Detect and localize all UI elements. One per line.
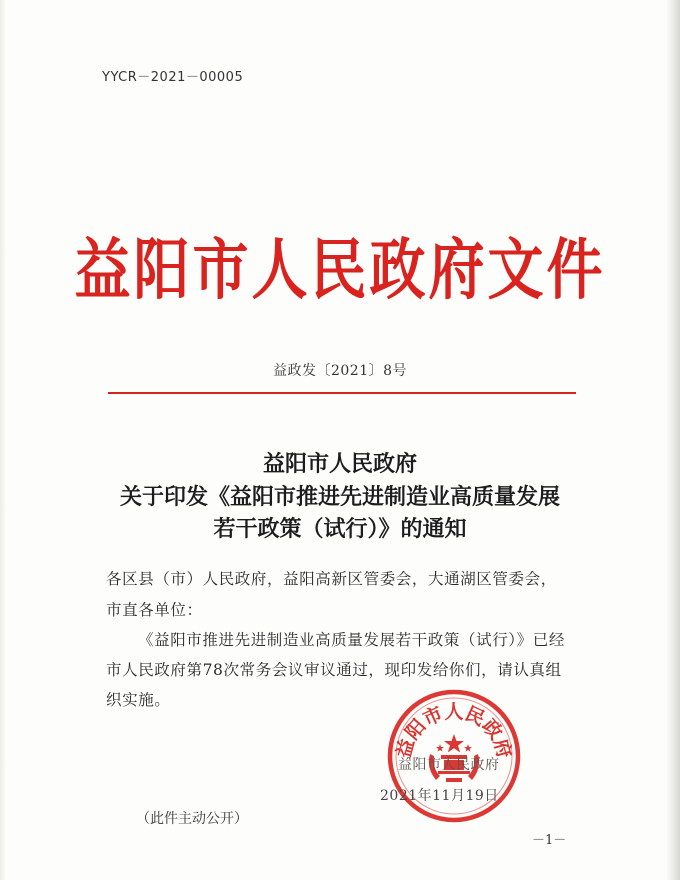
issuer-signature: 益阳市人民政府 [398, 757, 500, 773]
document-number: 益政发〔2021〕8号 [272, 363, 408, 379]
red-divider-line [108, 392, 576, 394]
page-number: －1－ [532, 833, 567, 848]
page-edge-left [0, 0, 6, 880]
body-line-2: 市人民政府第78次常务会议审议通过，现印发给你们，请认真组 [106, 661, 562, 679]
issue-date: 2021年11月19日 [380, 788, 499, 804]
document-heading-line-2: 关于印发《益阳市推进先进制造业高质量发展 [119, 484, 560, 510]
document-heading-line-3: 若干政策（试行）》的通知 [213, 516, 467, 542]
seal-lettering: 益阳市人民政府 [392, 701, 516, 761]
issuing-org-title: 益阳市人民政府文件 [74, 230, 606, 309]
body-line-1: 《益阳市推进先进制造业高质量发展若干政策（试行）》已经 [138, 631, 565, 649]
addressee-line-2: 市直各单位： [106, 601, 203, 619]
page-edge-right [666, 0, 680, 880]
document-code: YYCR－2021－00005 [102, 70, 244, 85]
addressee-line-1: 各区县（市）人民政府，益阳高新区管委会，大通湖区管委会， [106, 570, 557, 588]
body-line-3: 织实施。 [106, 691, 171, 709]
document-heading-line-1: 益阳市人民政府 [262, 451, 417, 477]
disclosure-note: （此件主动公开） [136, 811, 248, 827]
